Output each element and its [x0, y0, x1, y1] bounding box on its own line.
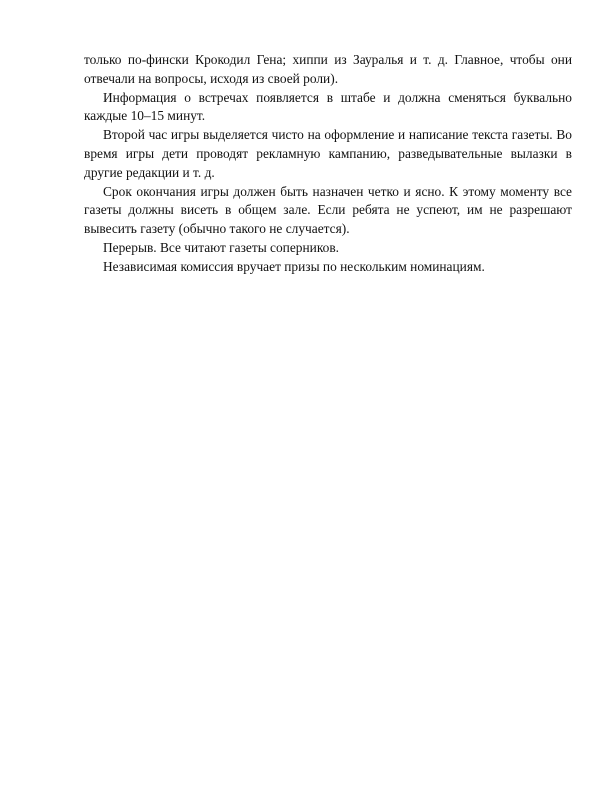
paragraph-continuation: только по-фински Крокодил Гена; хиппи из Зауралья и т. д. Главное, чтобы они отвечали на вопросы, исходя из своей роли). [84, 52, 572, 86]
paragraph-second-hour: Второй час игры выделяется чисто на оформление и написание текста газеты. Во время игры дети проводят рекламную кампанию, разведывательные вылазки в другие редакции и т. д. [84, 127, 572, 180]
paragraph-deadline: Срок окончания игры должен быть назначен четко и ясно. К этому моменту все газеты должны висеть в общем зале. Если ребята не успеют, им не разрешают вывесить газету (обычно такого не случается). [84, 183, 572, 237]
paragraph-meetings-info: Информация о встречах появляется в штабе и должна сменяться буквально каждые 10–15 минут. [84, 89, 572, 124]
paragraph-break: Перерыв. Все читают газеты соперников. [103, 239, 340, 255]
paragraph-awards: Независимая комиссия вручает призы по нескольким номинациям. [103, 258, 485, 274]
document-body [84, 51, 572, 277]
